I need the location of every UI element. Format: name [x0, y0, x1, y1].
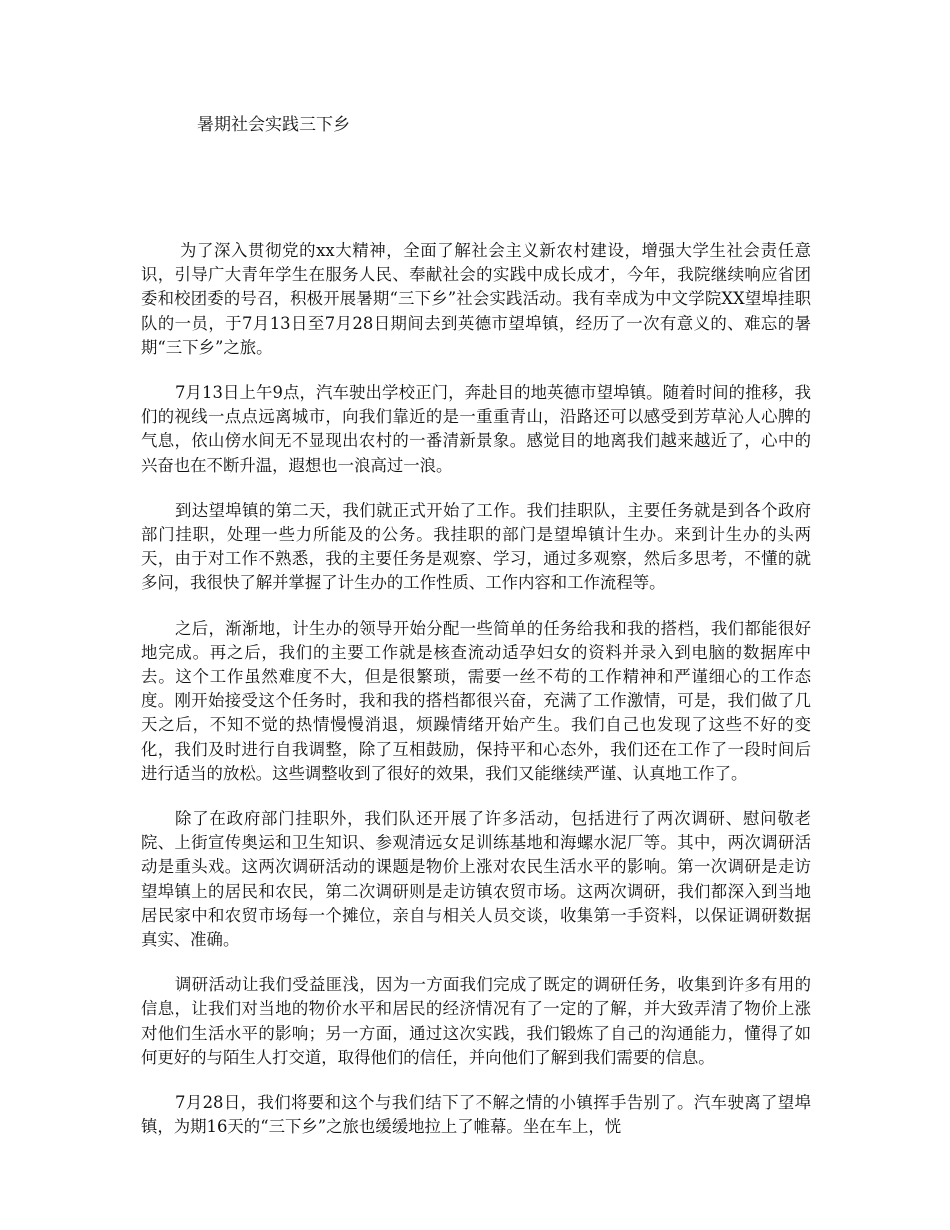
paragraph-intro: 为了深入贯彻党的xx大精神，全面了解社会主义新农村建设，增强大学生社会责任意识，引导广大青年学生在服务人民、奉献社会的实践中成长成才，今年，我院继续响应省团委和校团委的号召，积极开展暑期“三下乡”社会实践活动。我有幸成为中文学院XX望埠挂职队的一员，于7月13日至7月28日期间去到英德市望埠镇，经历了一次有意义的、难忘的暑期“三下乡”之旅。 — [141, 241, 811, 357]
document-body — [141, 239, 811, 1161]
paragraph-activities: 除了在政府部门挂职外，我们队还开展了许多活动，包括进行了两次调研、慰问敬老院、上街宣传奥运和卫生知识、参观清远女足训练基地和海螺水泥厂等。其中，两次调研活动是重头戏。这两次调研活动的课题是物价上涨对农民生活水平的影响。第一次调研是走访望埠镇上的居民和农民，第二次调研则是走访镇农贸市场。这两次调研，我们都深入到当地居民家中和农贸市场每一个摊位，亲自与相关人员交谈，收集第一手资料，以保证调研数据真实、准确。 — [141, 809, 811, 950]
paragraph-departure: 7月13日上午9点，汽车驶出学校正门，奔赴目的地英德市望埠镇。随着时间的推移，我们的视线一点点远离城市，向我们靠近的是一重重青山，沿路还可以感受到芳草沁人心脾的气息，依山傍水间无不显现出农村的一番清新景象。感觉目的地离我们越来越近了，心中的兴奋也在不断升温，遐想也一浪高过一浪。 — [141, 383, 811, 475]
paragraph-farewell: 7月28日，我们将要和这个与我们结下了不解之情的小镇挥手告别了。汽车驶离了望埠镇，为期16天的“三下乡”之旅也缓缓地拉上了帷幕。坐在车上，恍 — [141, 1093, 811, 1137]
paragraph-start-work: 到达望埠镇的第二天，我们就正式开始了工作。我们挂职队，主要任务就是到各个政府部门挂职，处理一些力所能及的公务。我挂职的部门是望埠镇计生办。来到计生办的头两天，由于对工作不熟悉，我的主要任务是观察、学习，通过多观察，然后多思考，不懂的就多问，我很快了解并掌握了计生办的工作性质、工作内容和工作流程等。 — [141, 500, 811, 593]
paragraph-research-gains: 调研活动让我们受益匪浅，因为一方面我们完成了既定的调研任务，收集到许多有用的信息，让我们对当地的物价水平和居民的经济情况有了一定的了解，并大致弄清了物价上涨对他们生活水平的影响；另一方面，通过这次实践，我们锻炼了自己的沟通能力，懂得了如何更好的与陌生人打交道，取得他们的信任，并向他们了解到我们需要的信息。 — [141, 975, 811, 1067]
paragraph-tasks: 之后，渐渐地，计生办的领导开始分配一些简单的任务给我和我的搭档，我们都能很好地完成。再之后，我们的主要工作就是核查流动适孕妇女的资料并录入到电脑的数据库中去。这个工作虽然难度不大，但是很繁琐，需要一丝不苟的工作精神和严谨细心的工作态度。刚开始接受这个任务时，我和我的搭档都很兴奋，充满了工作激情，可是，我们做了几天之后，不知不觉的热情慢慢消退，烦躁情绪开始产生。我们自己也发现了这些不好的变化，我们及时进行自我调整，除了互相鼓励，保持平和心态外，我们还在工作了一段时间后进行适当的放松。这些调整收到了很好的效果，我们又能继续严谨、认真地工作了。 — [141, 618, 811, 783]
document-title: 暑期社会实践三下乡 — [197, 115, 350, 135]
